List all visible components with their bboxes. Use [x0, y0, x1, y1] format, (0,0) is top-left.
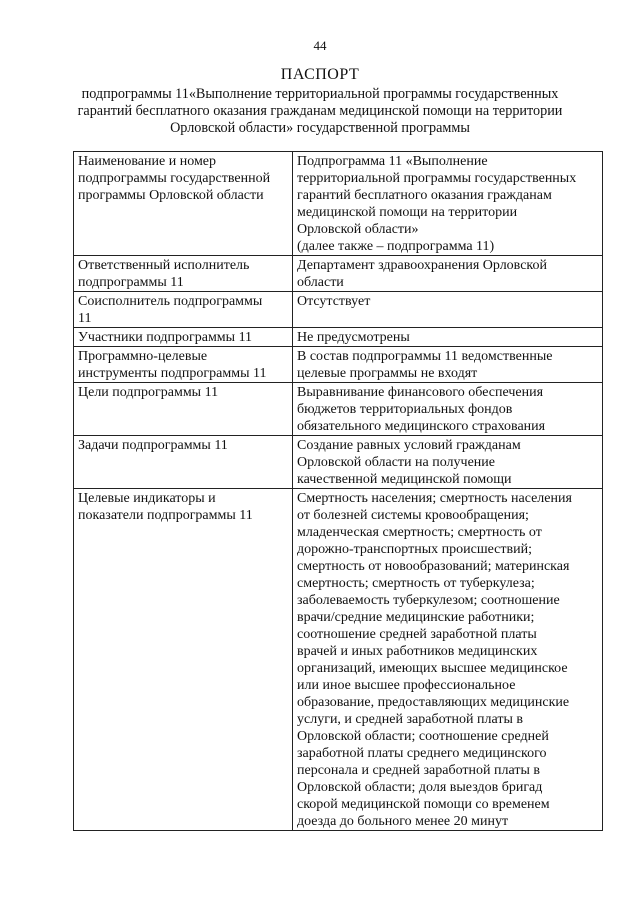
row-label-cell — [74, 256, 293, 292]
row-label-line: инструменты подпрограммы 11 — [78, 366, 267, 381]
document-subtitle — [70, 86, 570, 137]
row-value-line: скорой медицинской помощи со временем — [297, 797, 550, 812]
passport-table — [73, 151, 603, 831]
row-value-line: образование, предоставляющих медицинские — [297, 695, 570, 710]
table-row — [74, 489, 603, 831]
row-value-line: доезда до больного менее 20 минут — [297, 814, 509, 829]
row-value-line: качественной медицинской помощи — [297, 472, 512, 487]
row-label-line: Ответственный исполнитель — [78, 258, 250, 273]
row-value-line: (далее также – подпрограмма 11) — [297, 239, 495, 254]
row-value-line: дорожно-транспортных происшествий; — [297, 542, 532, 557]
row-label-line: Программно-целевые — [78, 349, 208, 364]
row-value-line: или иное высшее профессиональное — [297, 678, 516, 693]
row-label-line: Цели подпрограммы 11 — [78, 385, 219, 400]
row-value-line: области — [297, 275, 344, 290]
row-label-cell — [74, 328, 293, 347]
row-value-line: целевые программы не входят — [297, 366, 478, 381]
row-value-cell — [293, 383, 603, 436]
row-value-line: Выравнивание финансового обеспечения — [297, 385, 544, 400]
subtitle-line: подпрограммы 11«Выполнение территориальной программы государственных — [81, 86, 559, 102]
row-label-line: подпрограммы 11 — [78, 275, 184, 290]
row-value-line: от болезней системы кровообращения; — [297, 508, 529, 523]
row-label-cell — [74, 383, 293, 436]
row-label-line: программы Орловской области — [78, 188, 264, 203]
subtitle-line: гарантий бесплатного оказания гражданам медицинской помощи на территории — [77, 103, 563, 119]
row-value-line: Отсутствует — [297, 294, 371, 309]
row-value-line: Орловской области» — [297, 222, 419, 237]
table-row — [74, 256, 603, 292]
table-row — [74, 436, 603, 489]
row-value-line: персонала и средней заработной платы в — [297, 763, 540, 778]
row-value-line: Орловской области на получение — [297, 455, 495, 470]
row-value-line: врачи/средние медицинские работники; — [297, 610, 535, 625]
row-value-line: Смертность населения; смертность населения — [297, 491, 572, 506]
table-row — [74, 292, 603, 328]
row-value-cell — [293, 152, 603, 256]
passport-table-body — [74, 152, 603, 831]
row-value-cell — [293, 436, 603, 489]
row-label-cell — [74, 152, 293, 256]
row-value-line: обязательного медицинского страхования — [297, 419, 546, 434]
row-label-cell — [74, 436, 293, 489]
row-label-line: Задачи подпрограммы 11 — [78, 438, 228, 453]
row-label-line: Наименование и номер — [78, 154, 217, 169]
row-label-line: Соисполнитель подпрограммы — [78, 294, 263, 309]
page-number: 44 — [313, 38, 327, 53]
row-value-line: заболеваемость туберкулезом; соотношение — [297, 593, 560, 608]
row-value-line: смертность; смертность от туберкулеза; — [297, 576, 535, 591]
row-value-cell — [293, 256, 603, 292]
row-value-line: территориальной программы государственных — [297, 171, 577, 186]
row-value-line: смертность от новообразований; материнская — [297, 559, 570, 574]
row-value-line: услуги, и средней заработной платы в — [297, 712, 523, 727]
row-value-line: медицинской помощи на территории — [297, 205, 518, 220]
row-label-line: показатели подпрограммы 11 — [78, 508, 253, 523]
table-row — [74, 152, 603, 256]
row-value-line: Создание равных условий гражданам — [297, 438, 521, 453]
row-value-line: бюджетов территориальных фондов — [297, 402, 513, 417]
row-value-line: В состав подпрограммы 11 ведомственные — [297, 349, 553, 364]
row-label-cell — [74, 347, 293, 383]
row-value-line: соотношение средней заработной платы — [297, 627, 537, 642]
row-value-cell — [293, 489, 603, 831]
row-value-line: гарантий бесплатного оказания гражданам — [297, 188, 552, 203]
row-value-line: Подпрограмма 11 «Выполнение — [297, 154, 488, 169]
table-row — [74, 328, 603, 347]
row-label-line: 11 — [78, 311, 92, 326]
document-title: ПАСПОРТ — [280, 66, 360, 83]
table-row — [74, 383, 603, 436]
row-value-line: Не предусмотрены — [297, 330, 410, 345]
row-label-line: Участники подпрограммы 11 — [78, 330, 253, 345]
row-value-line: организаций, имеющих высшее медицинское — [297, 661, 568, 676]
row-value-line: младенческая смертность; смертность от — [297, 525, 542, 540]
row-value-line: Орловской области; соотношение средней — [297, 729, 549, 744]
row-value-line: врачей и иных работников медицинских — [297, 644, 538, 659]
row-value-line: Орловской области; доля выездов бригад — [297, 780, 543, 795]
row-value-cell — [293, 328, 603, 347]
row-value-line: Департамент здравоохранения Орловской — [297, 258, 548, 273]
row-value-line: заработной платы среднего медицинского — [297, 746, 547, 761]
row-label-cell — [74, 489, 293, 831]
row-label-line: Целевые индикаторы и — [78, 491, 216, 506]
row-label-line: подпрограммы государственной — [78, 171, 271, 186]
row-label-cell — [74, 292, 293, 328]
row-value-cell — [293, 347, 603, 383]
row-value-cell — [293, 292, 603, 328]
table-row — [74, 347, 603, 383]
subtitle-line: Орловской области» государственной программы — [170, 120, 470, 136]
